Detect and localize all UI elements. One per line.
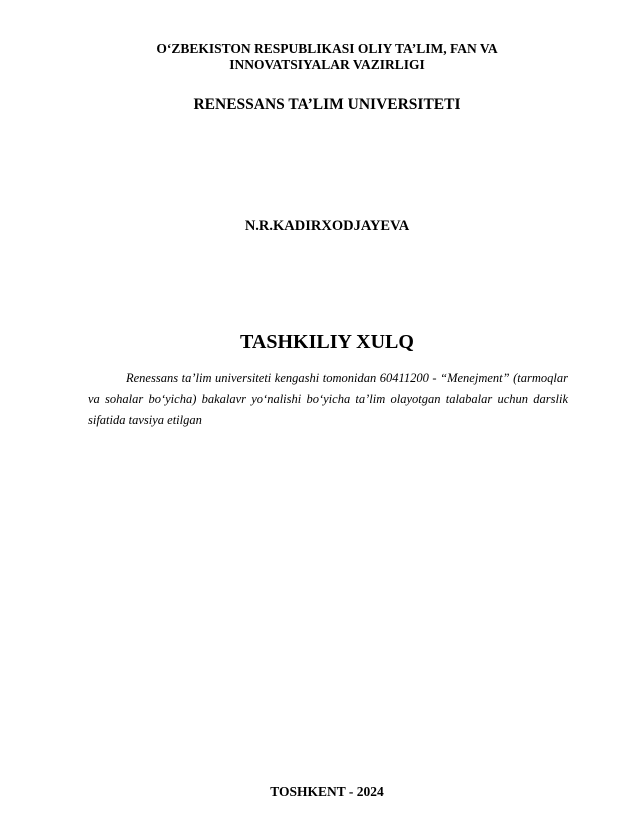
- recommendation-text: Renessans ta’lim universiteti kengashi tomonidan 60411200 - “Menejment” (tarmoqlar va sohalar bo‘yicha) bakalavr yo‘nalishi bo‘yicha ta’lim olayotgan talabalar uchun darslik sifatida tavsiya etilgan: [88, 371, 568, 427]
- ministry-line-1: O‘ZBEKISTON RESPUBLIKASI OLIY TA’LIM, FAN VA: [156, 41, 498, 56]
- book-title: TASHKILIY XULQ: [240, 331, 414, 353]
- author-name: N.R.KADIRXODJAYEVA: [244, 218, 410, 234]
- university-name: RENESSANS TA’LIM UNIVERSITETI: [193, 96, 461, 113]
- ministry-heading: [0, 41, 624, 73]
- ministry-line-2: INNOVATSIYALAR VAZIRLIGI: [229, 57, 425, 72]
- city-year: TOSHKENT - 2024: [270, 784, 384, 799]
